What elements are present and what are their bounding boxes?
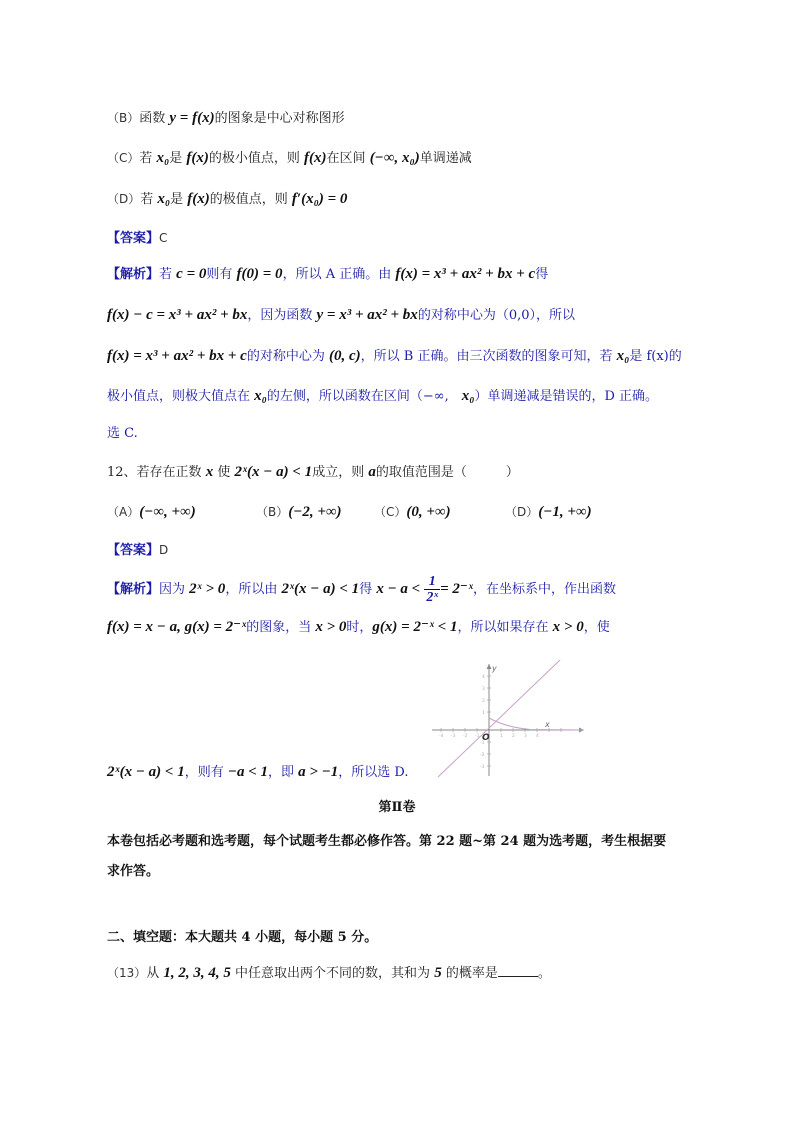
- svg-text:4: 4: [536, 734, 539, 739]
- svg-text:-1: -1: [475, 734, 480, 739]
- q11-analysis-line-2: f(x) − c = x³ + ax² + bx，因为函数 y = x³ + ax² + bx的对称中心为（0,0），所以: [107, 307, 575, 323]
- analysis-tag: 【解析】: [107, 267, 160, 282]
- answer-tag: 【答案】: [107, 231, 160, 246]
- svg-text:-3: -3: [480, 765, 485, 770]
- svg-text:2: 2: [512, 734, 515, 739]
- part2-intro-line-1: 本卷包括必考题和选考题，每个试题考生都必修作答。第 22 题~第 24 题为选考题，考生根据要: [107, 834, 667, 849]
- svg-text:-2: -2: [480, 753, 485, 758]
- q13-stem: （13）从 1, 2, 3, 4, 5 中任意取出两个不同的数，其和为 5 的概率是 。: [107, 962, 551, 984]
- axis-ticks: [441, 676, 561, 766]
- part2-intro-line-2: 求作答。: [107, 864, 160, 879]
- q11-option-c: （C）若 x₀是 f(x)的极小值点，则 f(x)在区间 (−∞, x₀)单调递减: [107, 150, 472, 166]
- q12-option-d: （D）(−1, +∞): [505, 504, 592, 520]
- q12-option-c: （C）(0, +∞): [374, 504, 451, 520]
- svg-text:2: 2: [482, 699, 485, 704]
- origin-label: O: [482, 733, 490, 743]
- q11-analysis-line-4: 极小值点，则极大值点在 x₀的左侧，所以函数在区间（−∞, x₀）单调递减是错误的，D 正确。: [107, 388, 659, 404]
- q11-option-b: （B）函数 y = f(x)的图象是中心对称图形: [107, 110, 345, 126]
- fraction: $\frac{1}{\text{2ˣ}}$: [426, 574, 439, 605]
- svg-text:1: 1: [482, 711, 485, 716]
- svg-text:3: 3: [524, 734, 527, 739]
- svg-text:3: 3: [482, 687, 485, 692]
- svg-text:1: 1: [500, 734, 503, 739]
- q11-analysis-line-1: 【解析】若 c = 0则有 f(0) = 0，所以 A 正确。由 f(x) = x³ + ax² + bx + c得: [107, 266, 549, 282]
- q12-analysis-line-3: 2ˣ(x − a) < 1，则有 −a < 1，即 a > −1，所以选 D.: [107, 764, 409, 780]
- svg-text:-3: -3: [451, 734, 456, 739]
- q11-answer: [107, 228, 167, 249]
- x-axis-label: x: [545, 720, 550, 729]
- svg-text:-1: -1: [480, 741, 485, 746]
- svg-text:-4: -4: [439, 734, 444, 739]
- svg-text:4: 4: [482, 675, 485, 680]
- svg-text:-2: -2: [463, 734, 468, 739]
- q12-analysis-line-1: 【解析】因为 2ˣ > 0，所以由 2ˣ(x − a) < 1得 x − a < $\frac{1}{\text{2ˣ}}$ = 2⁻ˣ，在坐标系中，作出函数: [107, 574, 616, 605]
- section-heading: 二、填空题：本大题共 4 小题，每小题 5 分。: [107, 930, 378, 945]
- q12-answer: 【答案】D: [107, 543, 169, 558]
- q11-analysis-line-3: f(x) = x³ + ax² + bx + c的对称中心为 (0, c)，所以 B 正确。由三次函数的图象可知，若 x₀是 f(x)的: [107, 348, 682, 364]
- function-graph: [430, 660, 588, 778]
- curve-g: [489, 718, 584, 730]
- y-axis-label: y: [492, 664, 497, 673]
- q12-analysis-line-2: f(x) = x − a, g(x) = 2⁻ˣ的图象，当 x > 0时，g(x) = 2⁻ˣ < 1，所以如果存在 x > 0，使: [107, 619, 610, 635]
- q12-option-a: （A）(−∞, +∞): [107, 504, 196, 520]
- q11-option-d: （D）若 x₀是 f(x)的极值点，则 f′(x₀) = 0: [107, 191, 348, 207]
- part2-title: 第Ⅱ卷: [378, 800, 416, 815]
- q12-stem: 12、若存在正数 x 使 2ˣ(x − a) < 1成立，则 a的取值范围是（ ）: [107, 464, 519, 480]
- q12-option-b: （B）(−2, +∞): [256, 504, 342, 520]
- q11-analysis-line-5: 选 C.: [107, 426, 138, 441]
- option-label: （B）: [107, 111, 140, 125]
- answer-blank: [498, 962, 538, 977]
- line-f: [438, 660, 560, 777]
- answer-value: C: [159, 231, 168, 245]
- y-axis: [487, 664, 492, 776]
- math-expr: y = f(x): [169, 110, 215, 126]
